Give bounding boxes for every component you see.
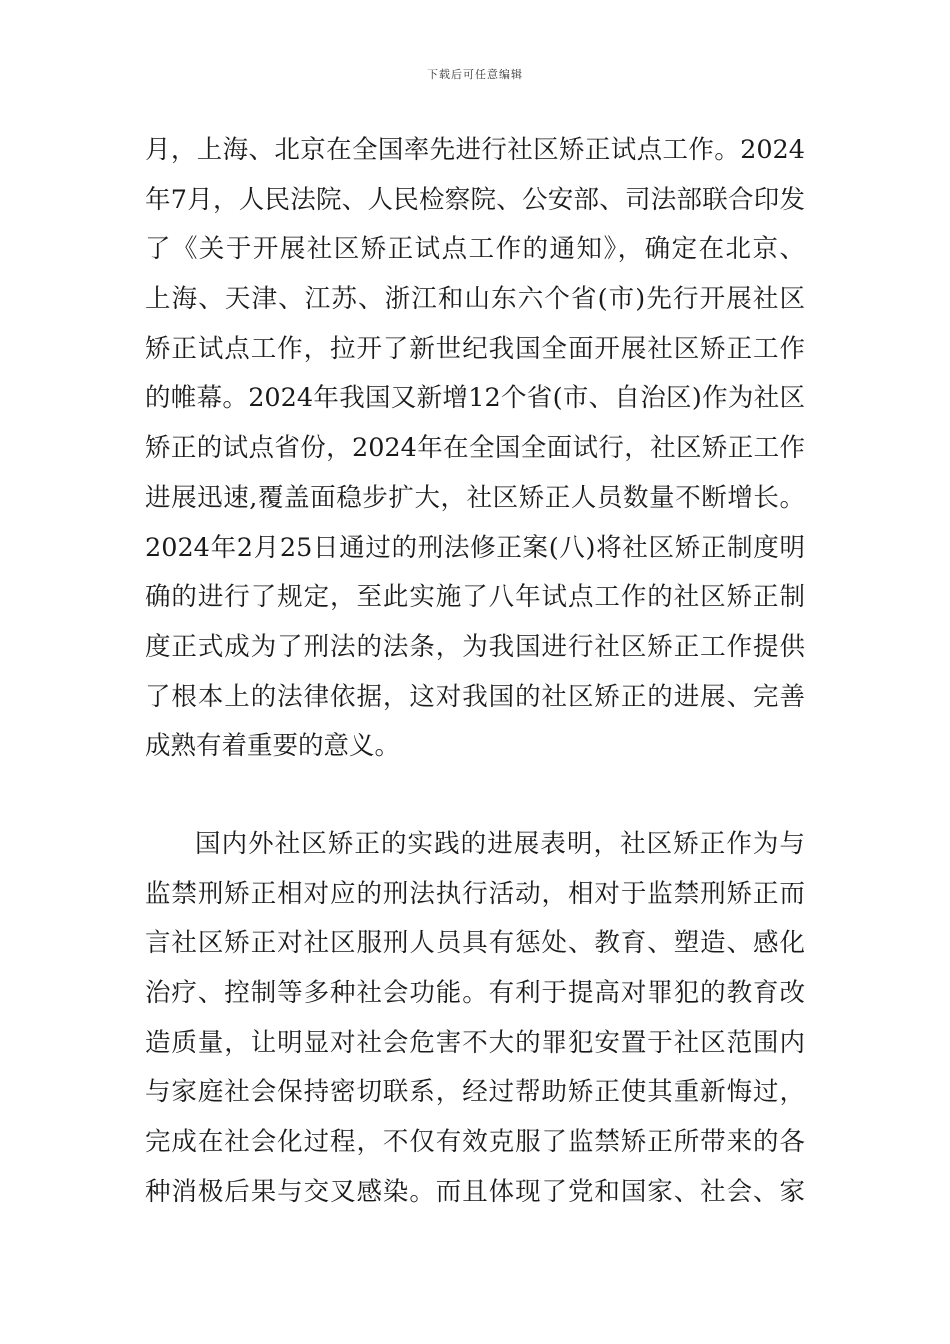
text-line: 言社区矫正对社区服刑人员具有惩处、教育、塑造、感化 [145,928,805,959]
text-line: 监禁刑矫正相对应的刑法执行活动，相对于监禁刑矫正而 [145,878,805,909]
document-body [145,126,805,1217]
text-line: 的帷幕。2024年我国又新增12个省(市、自治区)作为社区 [145,383,805,414]
text-line: 国内外社区矫正的实践的进展表明，社区矫正作为与 [195,828,805,859]
paragraph-2 [145,820,805,1218]
page-header: 下载后可任意编辑 [427,68,523,81]
text-line: 上海、天津、江苏、浙江和山东六个省(市)先行开展社区 [145,284,805,315]
text-line: 月，上海、北京在全国率先进行社区矫正试点工作。2024 [145,135,805,165]
text-line: 矫正的试点省份，2024年在全国全面试行，社区矫正工作 [145,433,805,464]
text-line: 了根本上的法律依据，这对我国的社区矫正的进展、完善 [145,681,805,712]
text-line: 种消极后果与交叉感染。而且体现了党和国家、社会、家 [145,1176,805,1207]
text-line: 矫正试点工作，拉开了新世纪我国全面开展社区矫正工作 [145,333,805,364]
text-line: 确的进行了规定，至此实施了八年试点工作的社区矫正制 [145,582,805,613]
text-line: 了《关于开展社区矫正试点工作的通知》，确定在北京、 [145,234,805,265]
text-line: 2024年2月25日通过的刑法修正案(八)将社区矫正制度明 [145,532,805,563]
text-line: 成熟有着重要的意义。 [145,731,401,762]
text-line: 与家庭社会保持密切联系，经过帮助矫正使其重新悔过， [145,1077,805,1108]
paragraph-1 [145,126,805,772]
text-line: 度正式成为了刑法的法条，为我国进行社区矫正工作提供 [145,631,805,662]
text-line: 造质量，让明显对社会危害不大的罪犯安置于社区范围内 [145,1027,805,1058]
paragraph-gap [145,772,805,820]
text-line: 完成在社会化过程，不仅有效克服了监禁矫正所带来的各 [145,1127,805,1158]
text-line: 治疗、控制等多种社会功能。有利于提高对罪犯的教育改 [145,978,805,1008]
text-line: 年7月，人民法院、人民检察院、公安部、司法部联合印发 [145,184,805,215]
text-line: 进展迅速,覆盖面稳步扩大，社区矫正人员数量不断增长。 [145,482,805,513]
